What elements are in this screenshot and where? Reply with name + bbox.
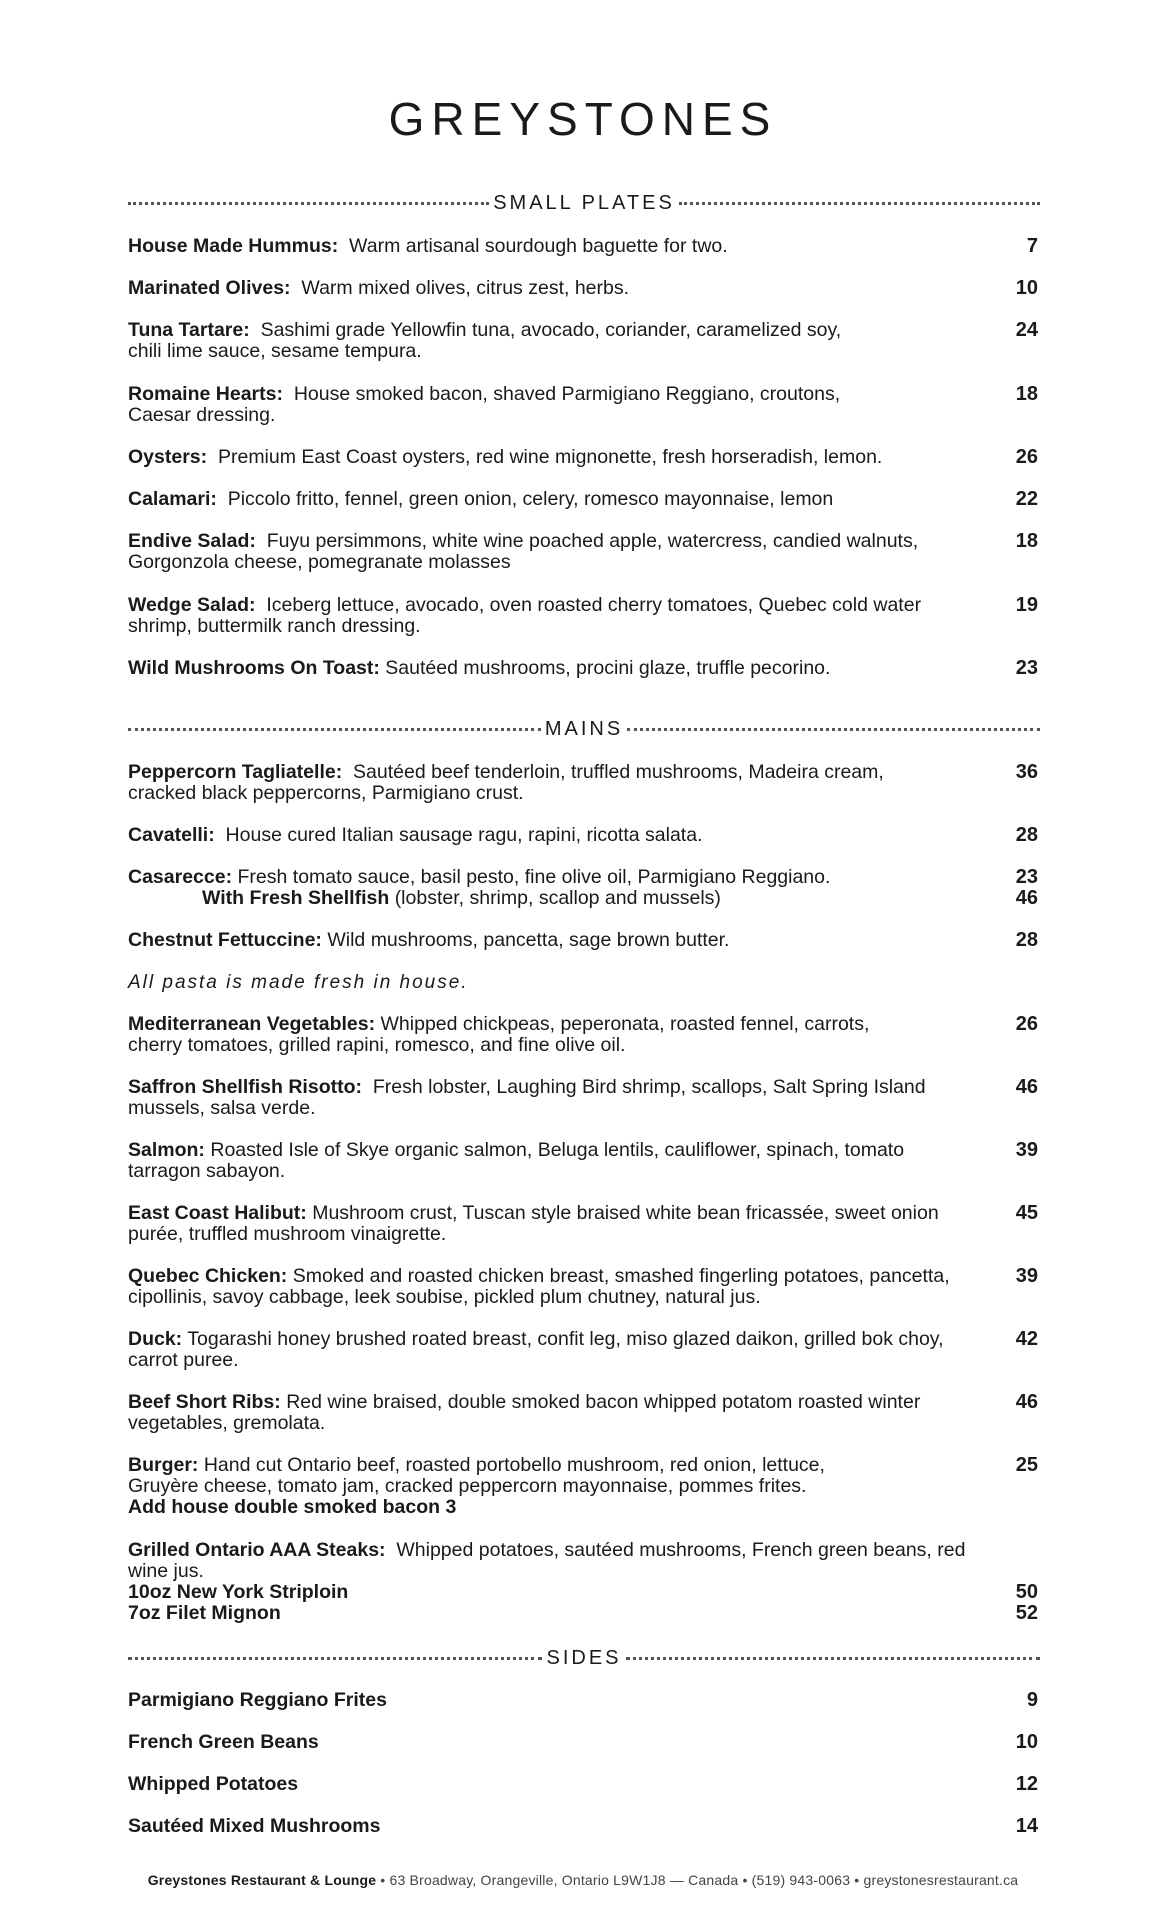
- item-description: Red wine braised, double smoked bacon whipped potatom roasted winter: [286, 1391, 921, 1413]
- menu-item: [128, 1077, 1040, 1119]
- menu-item: [128, 489, 1040, 510]
- item-name: Beef Short Ribs:: [128, 1391, 281, 1413]
- item-name: Romaine Hearts:: [128, 383, 283, 405]
- item-name: Wedge Salad:: [128, 594, 256, 616]
- footer-address: 63 Broadway, Orangeville, Ontario L9W1J8 — Canada: [389, 1872, 739, 1888]
- item-description: Sautéed beef tenderloin, truffled mushrooms, Madeira cream,: [353, 761, 884, 783]
- item-description: Iceberg lettuce, avocado, oven roasted cherry tomatoes, Quebec cold water: [266, 594, 922, 616]
- footer-phone: (519) 943-0063: [751, 1872, 851, 1888]
- item-price: 46: [1015, 1391, 1038, 1413]
- menu-item: [128, 447, 1040, 468]
- item-price: 39: [1015, 1139, 1038, 1161]
- item-description-cont: cipollinis, savoy cabbage, leek soubise, pickled plum chutney, natural jus.: [128, 1286, 761, 1308]
- menu-item: [128, 867, 1040, 909]
- item-description-cont: purée, truffled mushroom vinaigrette.: [128, 1223, 447, 1245]
- item-description-cont: tarragon sabayon.: [128, 1160, 286, 1182]
- menu-item: [128, 762, 1040, 804]
- menu-item: [128, 236, 1040, 257]
- item-description-cont: shrimp, buttermilk ranch dressing.: [128, 615, 421, 637]
- item-price: 7: [1026, 235, 1038, 257]
- item-description: Wild mushrooms, pancetta, sage brown butter.: [327, 929, 730, 951]
- dotted-rule: [679, 202, 1040, 205]
- small-plates-header: [128, 190, 1040, 216]
- item-description: Warm mixed olives, citrus zest, herbs.: [301, 277, 630, 299]
- option-name: With Fresh Shellfish: [202, 887, 390, 909]
- item-name: East Coast Halibut:: [128, 1202, 307, 1224]
- item-name: Marinated Olives:: [128, 277, 291, 299]
- item-description: Whipped potatoes, sautéed mushrooms, French green beans, red: [396, 1539, 966, 1561]
- steak-cut: 10oz New York Striploin: [128, 1581, 349, 1603]
- side-item: [128, 1732, 1040, 1753]
- price-striploin: 50: [1015, 1581, 1038, 1603]
- item-price: 26: [1015, 1013, 1038, 1035]
- item-description: Fresh tomato sauce, basil pesto, fine olive oil, Parmigiano Reggiano.: [237, 866, 831, 888]
- item-description: Fresh lobster, Laughing Bird shrimp, scallops, Salt Spring Island: [372, 1076, 926, 1098]
- item-description-cont: cracked black peppercorns, Parmigiano crust.: [128, 782, 524, 804]
- item-name: Grilled Ontario AAA Steaks:: [128, 1539, 386, 1561]
- item-name: Peppercorn Tagliatelle:: [128, 761, 343, 783]
- dotted-rule: [128, 202, 489, 205]
- item-name: Salmon:: [128, 1139, 205, 1161]
- item-name: Duck:: [128, 1328, 183, 1350]
- item-price: 28: [1015, 929, 1038, 951]
- item-description-cont: Gruyère cheese, tomato jam, cracked peppercorn mayonnaise, pommes frites.: [128, 1475, 807, 1497]
- price-filet: 52: [1015, 1602, 1038, 1624]
- menu-item: [128, 1203, 1040, 1245]
- item-description-cont: carrot puree.: [128, 1349, 239, 1371]
- menu-item: [128, 278, 1040, 299]
- separator: •: [742, 1872, 748, 1888]
- item-name: Wild Mushrooms On Toast:: [128, 657, 380, 679]
- item-description: Piccolo fritto, fennel, green onion, celery, romesco mayonnaise, lemon: [227, 488, 834, 510]
- section-title: SMALL PLATES: [493, 192, 675, 214]
- menu-item: [128, 320, 1040, 362]
- item-name: Calamari:: [128, 488, 217, 510]
- item-price: 26: [1015, 446, 1038, 468]
- item-price: 10: [1015, 1731, 1038, 1753]
- side-item: [128, 1690, 1040, 1711]
- item-description-cont: mussels, salsa verde.: [128, 1097, 316, 1119]
- item-price: 28: [1015, 824, 1038, 846]
- item-description-cont: chili lime sauce, sesame tempura.: [128, 340, 422, 362]
- item-price: [1016, 1582, 1038, 1624]
- dotted-rule: [626, 1657, 1040, 1660]
- item-price: 36: [1015, 761, 1038, 783]
- menu-item: [128, 1329, 1040, 1371]
- item-description: Hand cut Ontario beef, roasted portobello mushroom, red onion, lettuce,: [203, 1454, 825, 1476]
- item-price: 24: [1015, 319, 1038, 341]
- item-price: 45: [1015, 1202, 1038, 1224]
- item-description-cont: vegetables, gremolata.: [128, 1412, 326, 1434]
- item-price: 19: [1015, 594, 1038, 616]
- item-price: 12: [1015, 1773, 1038, 1795]
- item-description: Smoked and roasted chicken breast, smashed fingerling potatoes, pancetta,: [292, 1265, 950, 1287]
- item-description: Sautéed mushrooms, procini glaze, truffle pecorino.: [385, 657, 831, 679]
- footer-website[interactable]: greystonesrestaurant.ca: [863, 1872, 1019, 1888]
- price-shellfish: 46: [1015, 887, 1038, 909]
- steak-cut: 7oz Filet Mignon: [128, 1602, 281, 1624]
- restaurant-title: GREYSTONES: [388, 93, 778, 145]
- item-price: 18: [1015, 530, 1038, 552]
- item-name: Casarecce:: [128, 866, 233, 888]
- item-price: [1016, 867, 1038, 909]
- separator: •: [380, 1872, 386, 1888]
- menu-item: [128, 1266, 1040, 1308]
- item-price: 14: [1015, 1815, 1038, 1837]
- footer-name: Greystones Restaurant & Lounge: [147, 1872, 377, 1888]
- menu-item: [128, 1140, 1040, 1182]
- item-description-cont: Caesar dressing.: [128, 404, 276, 426]
- item-description: Fuyu persimmons, white wine poached apple, watercress, candied walnuts,: [266, 530, 919, 552]
- item-name: Oysters:: [128, 446, 208, 468]
- item-description: Premium East Coast oysters, red wine mignonette, fresh horseradish, lemon.: [217, 446, 883, 468]
- item-name: House Made Hummus:: [128, 235, 339, 257]
- footer: [0, 1872, 1166, 1888]
- item-price: 10: [1015, 277, 1038, 299]
- item-description: Togarashi honey brushed roated breast, confit leg, miso glazed daikon, grilled bok choy,: [187, 1328, 944, 1350]
- side-item: [128, 1774, 1040, 1795]
- item-description: Warm artisanal sourdough baguette for two.: [349, 235, 728, 257]
- item-description: Sashimi grade Yellowfin tuna, avocado, coriander, caramelized soy,: [260, 319, 842, 341]
- item-name: French Green Beans: [128, 1731, 319, 1753]
- sides-header: [128, 1645, 1040, 1671]
- option-description: (lobster, shrimp, scallop and mussels): [394, 887, 721, 909]
- item-name: Mediterranean Vegetables:: [128, 1013, 376, 1035]
- price-base: 23: [1015, 866, 1038, 888]
- item-price: 25: [1015, 1454, 1038, 1476]
- menu-item: [128, 930, 1040, 951]
- item-price: 9: [1026, 1689, 1038, 1711]
- menu-item: [128, 658, 1040, 679]
- item-name: Chestnut Fettuccine:: [128, 929, 322, 951]
- menu-item: [128, 384, 1040, 426]
- dotted-rule: [128, 728, 541, 731]
- item-name: Cavatelli:: [128, 824, 215, 846]
- dotted-rule: [627, 728, 1040, 731]
- dotted-rule: [128, 1657, 542, 1660]
- item-price: 22: [1015, 488, 1038, 510]
- item-name: Sautéed Mixed Mushrooms: [128, 1815, 381, 1837]
- menu-item: [128, 1014, 1040, 1056]
- item-description-cont: Gorgonzola cheese, pomegranate molasses: [128, 551, 511, 573]
- menu-item: [128, 595, 1040, 637]
- item-price: 23: [1015, 657, 1038, 679]
- item-name: Burger:: [128, 1454, 199, 1476]
- side-item: [128, 1816, 1040, 1837]
- add-on: Add house double smoked bacon 3: [128, 1496, 457, 1518]
- separator: •: [854, 1872, 860, 1888]
- menu-item: [128, 1540, 1040, 1624]
- item-description-cont: wine jus.: [128, 1560, 204, 1582]
- item-description: Mushroom crust, Tuscan style braised white bean fricassée, sweet onion: [312, 1202, 939, 1224]
- item-price: 18: [1015, 383, 1038, 405]
- menu-item: [128, 1455, 1040, 1518]
- item-description: Roasted Isle of Skye organic salmon, Beluga lentils, cauliflower, spinach, tomato: [210, 1139, 905, 1161]
- item-name: Saffron Shellfish Risotto:: [128, 1076, 362, 1098]
- pasta-note: All pasta is made fresh in house.: [128, 972, 469, 993]
- menu-item: [128, 531, 1040, 573]
- menu-item: [128, 825, 1040, 846]
- item-price: 39: [1015, 1265, 1038, 1287]
- section-title: MAINS: [544, 718, 624, 740]
- item-name: Parmigiano Reggiano Frites: [128, 1689, 387, 1711]
- item-name: Whipped Potatoes: [128, 1773, 299, 1795]
- menu-item: [128, 1392, 1040, 1434]
- item-price: 42: [1015, 1328, 1038, 1350]
- item-price: 46: [1015, 1076, 1038, 1098]
- item-description: House smoked bacon, shaved Parmigiano Reggiano, croutons,: [293, 383, 841, 405]
- item-description: Whipped chickpeas, peperonata, roasted fennel, carrots,: [380, 1013, 870, 1035]
- item-name: Quebec Chicken:: [128, 1265, 288, 1287]
- item-description-cont: cherry tomatoes, grilled rapini, romesco, and fine olive oil.: [128, 1034, 626, 1056]
- item-name: Endive Salad:: [128, 530, 256, 552]
- section-title: SIDES: [546, 1647, 622, 1669]
- mains-header: [128, 716, 1040, 742]
- item-description: House cured Italian sausage ragu, rapini, ricotta salata.: [225, 824, 703, 846]
- item-name: Tuna Tartare:: [128, 319, 250, 341]
